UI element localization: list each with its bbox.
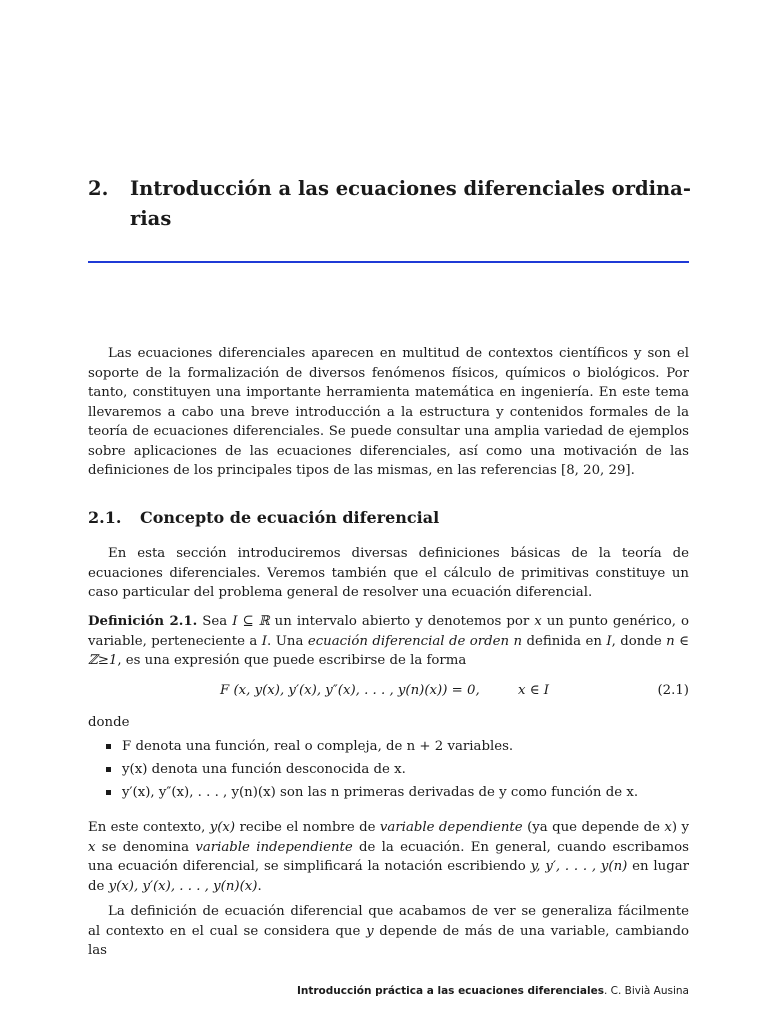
definition-math-5: n ∈ ℤ≥1 xyxy=(88,633,689,668)
definition-bullet-list xyxy=(104,735,689,804)
definition-paragraph xyxy=(88,612,689,671)
chapter-number: 2. xyxy=(88,177,109,200)
page-footer xyxy=(297,984,689,998)
bullet-square-icon xyxy=(106,744,111,749)
context-text-7: en lugar de xyxy=(88,859,689,894)
bullet-square-icon xyxy=(106,767,111,772)
equation-2-1 xyxy=(88,680,689,702)
definition-math-2: x xyxy=(534,614,542,629)
closing-paragraph xyxy=(88,902,689,961)
context-math-4: y, y′, . . . , y(n) xyxy=(530,859,628,874)
closing-text-1: La definición de ecuación diferencial que acabamos de ver se generaliza fácilmente al contexto en el cual se considera que xyxy=(88,904,689,939)
list-item-text: y(x) denota una función desconocida de x. xyxy=(122,762,406,777)
context-math-1: y(x) xyxy=(209,820,236,835)
list-item xyxy=(104,758,689,781)
context-text-2: recibe el nombre de xyxy=(235,820,380,835)
context-math-3: x xyxy=(88,839,96,855)
list-item-text: F denota una función, real o compleja, de n + 2 variables. xyxy=(122,739,514,754)
definition-text-5: definida en xyxy=(522,633,607,649)
context-text-6: de la ecuación. En general, cuando escribamos una ecuación diferencial, se simplificará la notación escribiendo xyxy=(88,839,689,874)
context-text-8: . xyxy=(257,878,262,894)
context-paragraph xyxy=(88,818,689,896)
closing-math-1: y xyxy=(366,923,374,939)
definition-text-2: un intervalo abierto y denotemos por xyxy=(269,614,535,629)
equation-number: (2.1) xyxy=(657,683,689,698)
context-text-3: (ya que depende de xyxy=(522,820,665,835)
section-title xyxy=(88,507,439,529)
list-item-text: y′(x), y″(x), . . . , y(n)(x) son las n primeras derivadas de y como función de x. xyxy=(122,785,639,800)
dependent-variable-term: variable dependiente xyxy=(379,820,523,835)
definition-math-3: I xyxy=(261,633,268,649)
context-text-4: ) y xyxy=(671,820,689,835)
definition-math-1: I ⊆ ℝ xyxy=(232,614,270,629)
closing-text-2: depende de más de una variable, cambiando las xyxy=(88,923,690,958)
definition-math-4: I xyxy=(606,633,612,649)
definition-text-6: , donde xyxy=(611,633,667,649)
chapter-title-rule xyxy=(88,261,689,263)
section-title-text: Concepto de ecuación diferencial xyxy=(140,508,440,527)
definition-text-3: un punto genérico, o variable, perteneciente a xyxy=(88,614,690,649)
context-text-1: En este contexto, xyxy=(88,820,210,835)
footer-author: . C. Bivià Ausina xyxy=(603,985,689,997)
donde-text: donde xyxy=(88,715,130,730)
definition-label: Definición 2.1. xyxy=(88,614,198,629)
list-item xyxy=(104,781,689,804)
context-math-2: x xyxy=(664,820,672,835)
definition-term: ecuación diferencial de orden n xyxy=(307,633,523,649)
context-text-5: se denomina xyxy=(95,839,196,855)
footer-book-title: Introducción práctica a las ecuaciones diferenciales xyxy=(296,985,604,997)
intro-paragraph: Las ecuaciones diferenciales aparecen en multitud de contextos científicos y son el soporte de la formalización de diversos fenómenos físicos, químicos o biológicos. Por tanto, constituyen una importante herramienta matemática en ingeniería. En este tema llevaremos a cabo una breve introducción a la estructura y contenidos formales de la teoría de ecuaciones diferenciales. Se puede consultar una amplia variedad de ejemplos sobre aplicaciones de las ecuaciones diferenciales, así como una motivación de las definiciones de los principales tipos de las mismas, en las referencias [8, 20, 29]. xyxy=(88,346,689,478)
bullet-square-icon xyxy=(106,790,111,795)
independent-variable-term: variable independiente xyxy=(195,839,353,855)
list-item xyxy=(104,735,689,758)
section-intro-paragraph: En esta sección introduciremos diversas definiciones básicas de la teoría de ecuaciones diferenciales. Veremos también que el cálculo de primitivas constituye un caso particular del problema general de resolver una ecuación diferencial. xyxy=(88,546,689,600)
definition-text-1: Sea xyxy=(197,614,233,629)
definition-text-4: . Una xyxy=(267,633,308,649)
equation-body: F (x, y(x), y′(x), y″(x), . . . , y(n)(x)) = 0, xyxy=(220,683,480,698)
definition-text-7: , es una expresión que puede escribirse de la forma xyxy=(117,653,467,668)
chapter-title-text: Introducción a las ecuaciones diferenciales ordina-rias xyxy=(130,177,691,230)
chapter-title xyxy=(88,174,698,234)
context-math-5: y(x), y′(x), . . . , y(n)(x) xyxy=(108,878,258,894)
equation-domain: x ∈ I xyxy=(518,683,550,698)
section-number: 2.1. xyxy=(88,508,122,527)
